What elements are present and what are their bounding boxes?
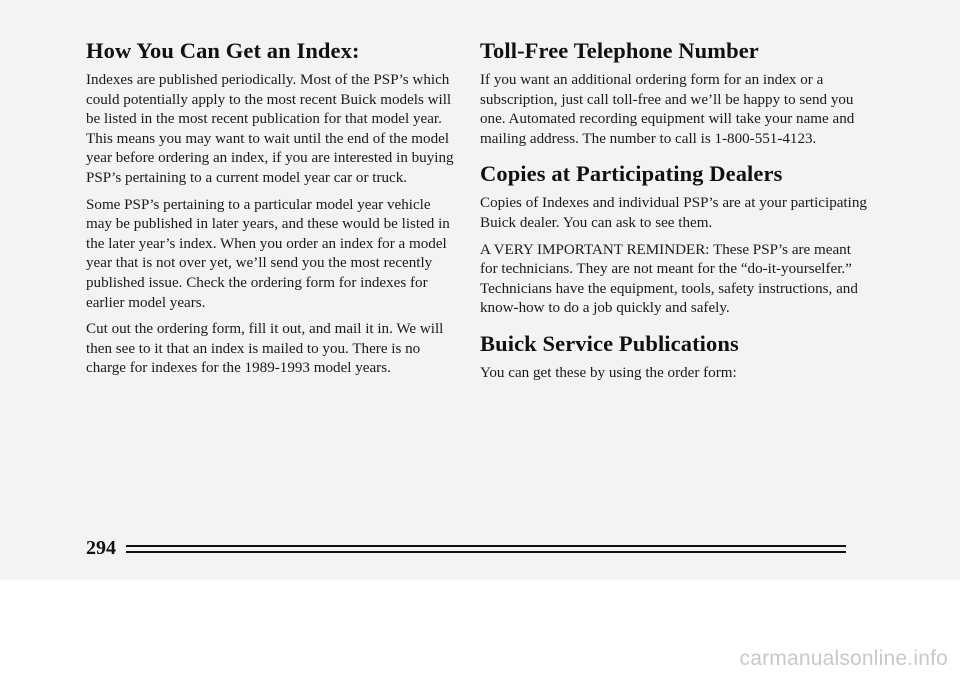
page-number: 294 xyxy=(86,537,116,559)
page-footer xyxy=(86,537,846,561)
index-paragraph-1: Indexes are published periodically. Most of the PSP’s which could potentially apply to the most recent Buick models will be listed in the most recent publication for that model year. This means you may want to wait until the end of the model year before ordering an index, if you are interested in buying PSP’s pertaining to a current model year car or truck. xyxy=(86,72,454,186)
footer-rule-bottom xyxy=(126,551,846,553)
dealers-heading: Copies at Participating Dealers xyxy=(480,161,783,187)
index-paragraph-3: Cut out the ordering form, fill it out, and mail it in. We will then see to it that an index is mailed to you. There is no charge for indexes for the 1989-1993 model years. xyxy=(86,321,444,377)
watermark-text: carmanualsonline.info xyxy=(739,647,948,670)
toll-free-heading: Toll-Free Telephone Number xyxy=(480,38,759,63)
index-paragraph-2: Some PSP’s pertaining to a particular model year vehicle may be published in later years, and these would be listed in the later year’s index. When you order an index for a model year that is not over yet, we’ll send you the most recently published issue. Check the ordering form for indexes for earlier model years. xyxy=(86,196,450,311)
left-column xyxy=(86,38,458,386)
publications-heading: Buick Service Publications xyxy=(480,330,739,356)
toll-free-paragraph: If you want an additional ordering form for an index or a subscription, just call toll-free and we’ll be happy to send you one. Automated recording equipment will take your name and mailing address. The number to call is 1-800-551-4123. xyxy=(480,72,855,147)
footer-rule-top xyxy=(126,545,846,547)
dealers-paragraph-2: A VERY IMPORTANT REMINDER: These PSP’s are meant for technicians. They are not meant for the “do-it-yourselfer.” Technicians have the equipment, tools, safety instructions, and know-how to do a job quickly and safely. xyxy=(480,241,858,317)
right-column xyxy=(480,38,870,391)
publications-paragraph: You can get these by using the order form: xyxy=(480,364,737,381)
dealers-paragraph-1: Copies of Indexes and individual PSP’s are at your participating Buick dealer. You can ask to see them. xyxy=(480,195,867,231)
index-heading: How You Can Get an Index: xyxy=(86,38,360,63)
